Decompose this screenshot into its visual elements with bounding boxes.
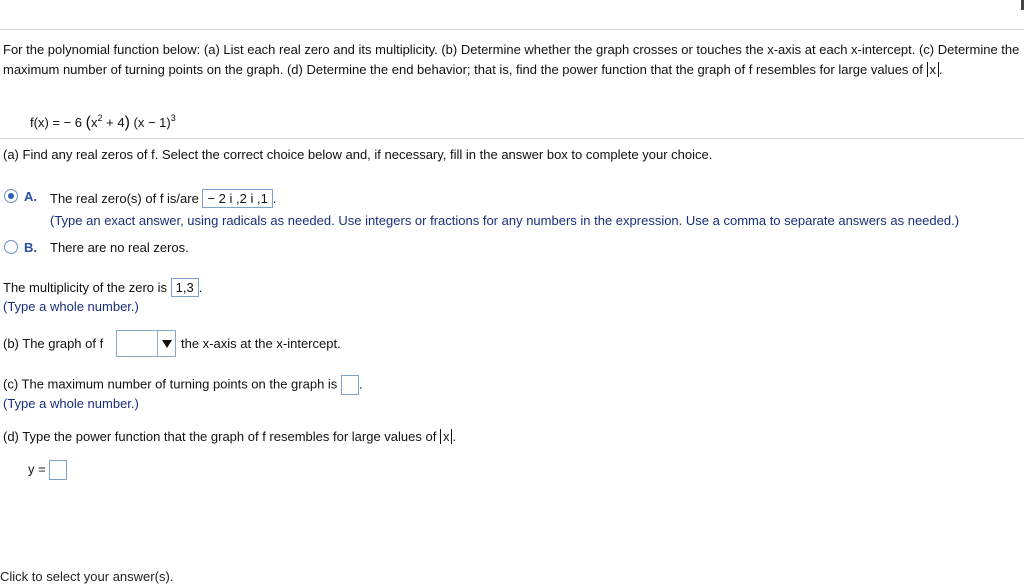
function-divider [0, 138, 1024, 139]
y-label: y = [28, 461, 46, 477]
option-a-letter: A. [24, 189, 37, 204]
top-divider [0, 29, 1024, 30]
part-a-prompt: (a) Find any real zeros of f. Select the correct choice below and, if necessary, fill in the answer box to complete your choice. [3, 147, 713, 162]
abs-x-d: x [440, 429, 453, 444]
dropdown-arrow-icon[interactable] [157, 331, 175, 356]
function-lhs: f(x) = − 6 [30, 115, 83, 130]
function-expression: f(x) = − 6 $(x^2 + 4) (x - 1)^3$ [30, 113, 176, 131]
option-a-radio[interactable] [4, 189, 18, 203]
multiplicity-hint: (Type a whole number.) [3, 299, 139, 314]
option-b-radio[interactable] [4, 240, 18, 254]
y-row [28, 460, 67, 480]
power-function-input[interactable] [49, 460, 67, 480]
multiplicity-row: The multiplicity of the zero is 1,3 . [3, 280, 203, 295]
option-a-row: The real zero(s) of f is/are − 2 i ,2 i ,1 . [50, 191, 277, 206]
footer-hint: Click to select your answer(s). [0, 569, 174, 584]
function-factor2: (x − 1) [133, 115, 171, 130]
zeros-answer-box[interactable]: − 2 i ,2 i ,1 [202, 189, 272, 208]
turning-points-input[interactable] [341, 375, 359, 395]
abs-x: x [927, 62, 940, 77]
option-a-hint: (Type an exact answer, using radicals as needed. Use integers or fractions for any numbers in the expression. Use a comma to separate answers as needed.) [50, 213, 960, 228]
part-c-hint: (Type a whole number.) [3, 396, 139, 411]
part-d-label: (d) Type the power function that the graph of f resembles for large values of [3, 429, 437, 444]
option-b-letter: B. [24, 240, 37, 255]
multiplicity-answer-box[interactable]: 1,3 [171, 278, 199, 297]
question-text: For the polynomial function below: (a) List each real zero and its multiplicity. (b) Determine whether the graph crosses or touches the x-axis at each x-intercept. (c) Determine the maximum number of turning points on the graph. (d) Determine the end behavior; that is, find the power function that the graph of f resembles for large values of x . [3, 42, 1020, 77]
part-b-suffix: the x-axis at the x-intercept. [181, 336, 341, 351]
part-b-prefix: (b) The graph of f [3, 336, 104, 351]
option-a-text: The real zero(s) of f is/are [50, 191, 199, 206]
part-c-label: (c) The maximum number of turning points on the graph is [3, 376, 338, 392]
question-intro: For the polynomial function below: (a) List each real zero and its multiplicity. (b) Determine whether the graph crosses or touches the x-axis at each x-intercept. (c) Determine the maximum number of turning points on the graph. (d) Determine the end behavior; that is, find the power function that the graph of f resembles for large values of [3, 42, 1020, 77]
part-d-row: (d) Type the power function that the graph of f resembles for large values of x . [3, 429, 457, 444]
option-b-text[interactable]: There are no real zeros. [50, 240, 189, 255]
multiplicity-label: The multiplicity of the zero is [3, 280, 168, 295]
crosses-touches-dropdown[interactable] [116, 330, 176, 357]
part-c-row: (c) The maximum number of turning points on the graph is . [3, 375, 363, 395]
